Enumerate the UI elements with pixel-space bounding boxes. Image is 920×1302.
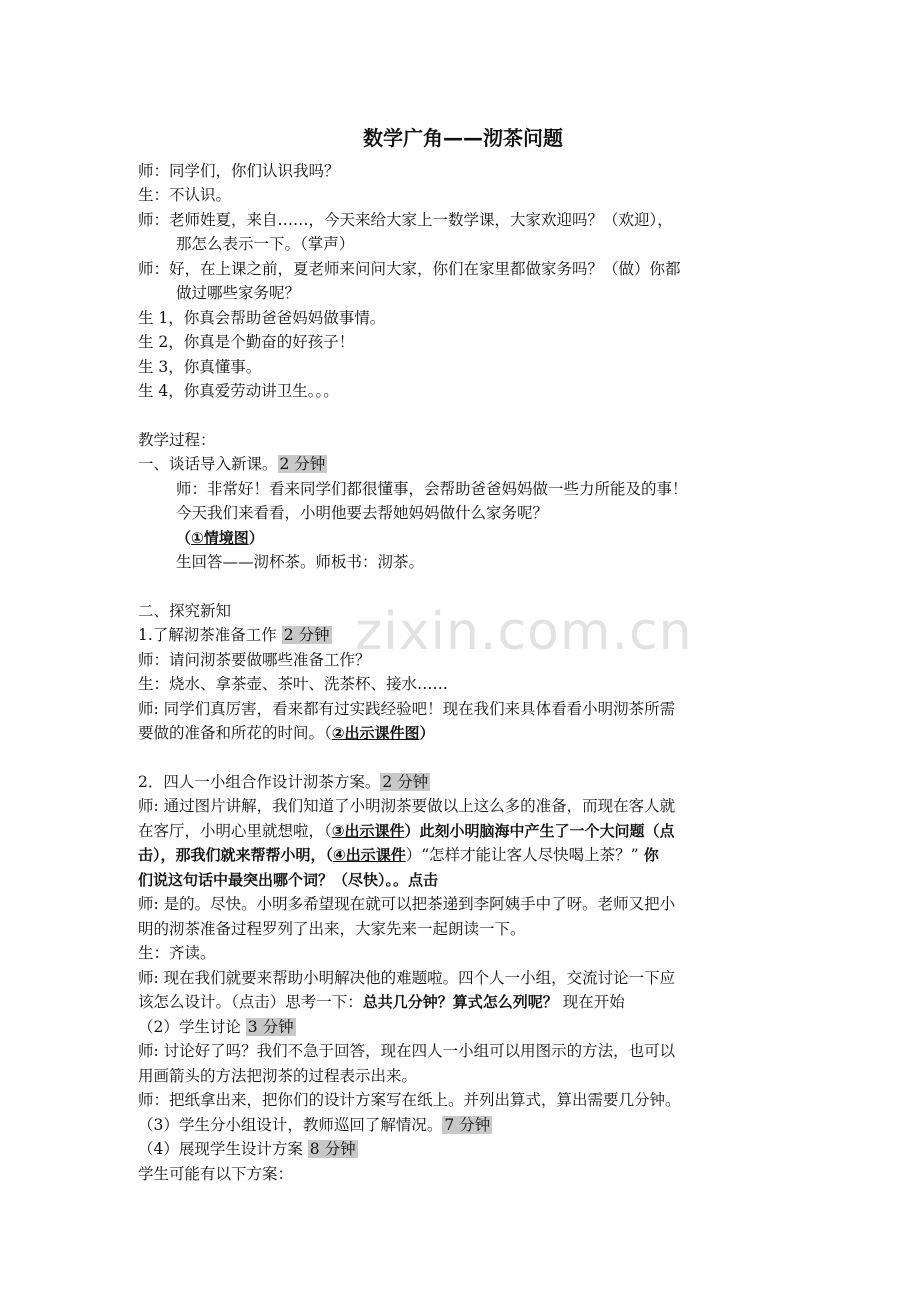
line-text: 2．四人一小组合作设计沏茶方案。 xyxy=(138,773,381,791)
time-highlight: 2 分钟 xyxy=(279,455,326,473)
paragraph-line xyxy=(138,722,434,744)
time-highlight: 8 分钟 xyxy=(309,1140,356,1158)
courseware-link[interactable]: ①情境图 xyxy=(191,529,249,547)
time-highlight: 3 分钟 xyxy=(247,1018,294,1036)
line-text: 1.了解沏茶准备工作 xyxy=(138,626,282,644)
paragraph-line: 师：把纸拿出来，把你们的设计方案写在纸上。并列出算式，算出需要几分钟。 xyxy=(138,1091,681,1109)
paragraph-line: 们说这句话中最突出哪个词？（尽快）。。点击 xyxy=(138,871,439,889)
courseware-link[interactable]: ②出示课件图 xyxy=(331,724,420,742)
paragraph-line: 师：同学们，你们认识我吗？ xyxy=(138,162,340,180)
watermark: zixin.com.cn xyxy=(355,602,693,662)
paragraph-line xyxy=(138,991,625,1013)
line-text: ）此刻小明脑海中产生了一个大问题（点 xyxy=(404,822,675,840)
line-text: 要做的准备和所花的时间。（ xyxy=(138,724,332,742)
paragraph-line: 师：非常好！看来同学们都很懂事，会帮助爸爸妈妈做一些力所能及的事！ xyxy=(176,480,688,498)
paragraph-line: 生 4，你真爱劳动讲卫生。。。 xyxy=(138,382,339,400)
paragraph-line: 生：烧水、拿茶壶、茶叶、洗茶杯、接水…… xyxy=(138,675,449,693)
line-text: 现在开始 xyxy=(557,993,625,1011)
paragraph-line: 生 3，你真懂事。 xyxy=(138,358,262,376)
line-text: ）“怎样才能让客人尽快喝上茶？” xyxy=(405,846,639,864)
line-text: （2）学生讨论 xyxy=(138,1018,246,1036)
paragraph-line: 生 2，你真是个勤奋的好孩子！ xyxy=(138,333,355,351)
time-highlight: 2 分钟 xyxy=(283,626,330,644)
paragraph-line: 师：好，在上课之前，夏老师来问问大家，你们在家里都做家务吗？（做）你都 xyxy=(138,260,681,278)
paragraph-line: 生 1，你真会帮助爸爸妈妈做事情。 xyxy=(138,309,386,327)
line-text: 一、谈话导入新课。 xyxy=(138,455,278,473)
paragraph-line xyxy=(138,1016,296,1038)
courseware-link[interactable]: ③出示课件 xyxy=(331,822,405,840)
paragraph-line: 生：齐读。 xyxy=(138,944,216,962)
line-text: 击），那我们就来帮帮小明，（ xyxy=(138,846,334,864)
line-text: ） xyxy=(419,724,435,742)
paragraph-line: 生回答——沏杯茶。师板书：沏茶。 xyxy=(176,553,425,571)
paragraph-line xyxy=(138,624,332,646)
paragraph-line: 师：请问沏茶要做哪些准备工作？ xyxy=(138,651,371,669)
paragraph-line xyxy=(138,820,674,842)
paragraph-line: 师: 讨论好了吗？我们不急于回答，现在四人一小组可以用图示的方法，也可以 xyxy=(138,1042,676,1060)
paragraph-line: 师：老师姓夏，来自……，今天来给大家上一数学课，大家欢迎吗？（欢迎）， xyxy=(138,211,673,229)
paragraph-line xyxy=(138,844,659,866)
section-heading: 二、探究新知 xyxy=(138,602,232,620)
courseware-link[interactable]: ④出示课件 xyxy=(333,846,406,864)
paragraph-line: 师: 现在我们就要来帮助小明解决他的难题啦。四个人一小组，交流讨论一下应 xyxy=(138,969,676,987)
paragraph-line xyxy=(138,453,327,475)
paragraph-line: 师: 同学们真厉害，看来都有过实践经验吧！现在我们来具体看看小明沏茶所需 xyxy=(138,700,676,718)
paragraph-line: 师: 通过图片讲解，我们知道了小明沏茶要做以上这么多的准备，而现在客人就 xyxy=(138,797,676,815)
paragraph-line: 生：不认识。 xyxy=(138,186,232,204)
line-text: 该怎么设计。（点击）思考一下： xyxy=(138,993,363,1011)
paragraph-line: 明的沏茶准备过程罗列了出来，大家先来一起朗读一下。 xyxy=(138,920,526,938)
line-text: （4）展现学生设计方案 xyxy=(138,1140,308,1158)
paragraph-line: 用画箭头的方法把沏茶的过程表示出来。 xyxy=(138,1067,418,1085)
time-highlight: 7 分钟 xyxy=(444,1116,491,1134)
paragraph-line: 做过哪些家务呢？ xyxy=(176,284,301,302)
line-text: （3）学生分小组设计，教师巡回了解情况。 xyxy=(138,1116,443,1134)
paragraph-line xyxy=(138,1114,492,1136)
time-highlight: 2 分钟 xyxy=(382,773,429,791)
line-text: ） xyxy=(248,529,264,547)
paragraph-line: 师: 是的。尽快。小明多希望现在就可以把茶递到李阿姨手中了呀。老师又把小 xyxy=(138,895,676,913)
paragraph-line: 那怎么表示一下。（掌声） xyxy=(176,235,355,253)
paragraph-line xyxy=(176,527,264,549)
paragraph-line xyxy=(138,771,430,793)
paragraph-line xyxy=(138,1138,358,1160)
line-text: （ xyxy=(176,529,192,547)
paragraph-line: 今天我们来看看，小明他要去帮她妈妈做什么家务呢？ xyxy=(176,504,549,522)
paragraph-line: 学生可能有以下方案： xyxy=(138,1165,294,1183)
line-text: 你 xyxy=(638,846,659,864)
line-text: 总共几分钟？算式怎么列呢？ xyxy=(362,993,558,1011)
line-text: 在客厅，小明心里就想啦，（ xyxy=(138,822,332,840)
section-heading: 教学过程： xyxy=(138,431,216,449)
page-title: 数学广角——沏茶问题 xyxy=(363,126,563,150)
